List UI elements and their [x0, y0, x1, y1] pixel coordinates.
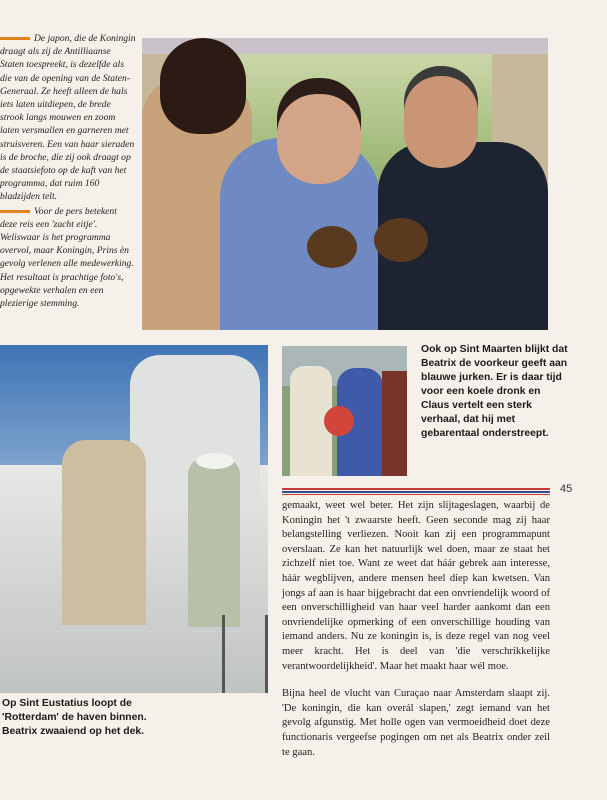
caption-sint-maarten: Ook op Sint Maarten blijkt dat Beatrix de voorkeur geeft aan blauwe jurken. Er is daar tijd voor een koele dronk en Claus vertelt een sterk verhaal, dat hij met gebarentaal onderstreept. — [421, 344, 568, 439]
photo-coconut-drink — [142, 38, 548, 330]
caption-sint-eustatius: Op Sint Eustatius loopt de 'Rotterdam' de haven binnen. Beatrix zwaaiend op het dek. — [2, 698, 147, 737]
page-number: 45 — [560, 483, 573, 495]
intro-paragraph-2: Voor de pers betekent deze reis een 'zacht eitje'. Weliswaar is het programma overvol, maar Koningin, Prins èn gevolg verlenen alle medewerking. Het resultaat is prachtige foto's, opgewekte verhalen en een plezierige stemming. — [0, 205, 134, 310]
decorative-rule — [282, 488, 550, 496]
orange-accent-bar — [0, 210, 30, 213]
body-paragraph-2: Bijna heel de vlucht van Curaçao naar Amsterdam slaapt zij. 'De koningin, die kan overál slapen,' zegt iemand van het gevolg afgunstig. Met holle ogen van vermoeidheid doet deze functionaris vergeefse pogingen om net als Beatrix onder zeil te gaan. — [282, 688, 550, 758]
intro-paragraph-1: De japon, die de Koningin draagt als zij de Antilliaanse Staten toespreekt, is dezelfde als die van de opening van de Staten-Generaal. Ze heeft alleen de hals iets laten uitdiepen, de brede strook langs mouwen en zoom laten versmallen en garneren met struisveren. Een van haar sieraden is de broche, die zij ook draagt op de staatsiefoto op de kaft van het programma, dat ruim 160 bladzijden telt. — [0, 33, 136, 203]
body-paragraph-1: gemaakt, weet wel beter. Het zijn slijtageslagen, waarbij de Koningin het 't zwaarste heeft. Geen seconde mag zij haar belangstelling verliezen. Nooit kan zij een programmapunt overslaan. Ze kan het natuurlijk wel doen, maar ze staat het zichzelf niet toe. Want ze weet dat háár gebrek aan interesse, háár wegblijven, andere mensen heel diep kan kwetsen. Van jongs af aan is haar bijgebracht dat een onvriendelijk woord of een onverschilligheid van haar veel harder aankomt dan een onvriendelijke opmerking of een onverschillige houding van iemand anders. Nu ze koningin is, is deze regel van nog veel meer kracht. Het is deel van 'die verschrikkelijke verantwoordelijkheid'. Maar het maakt haar wél moe. — [282, 500, 550, 672]
intro-column — [0, 32, 136, 311]
orange-accent-bar — [0, 37, 30, 40]
photo-sint-maarten — [282, 346, 407, 476]
body-text — [282, 499, 550, 773]
photo-ship-deck — [0, 345, 268, 693]
